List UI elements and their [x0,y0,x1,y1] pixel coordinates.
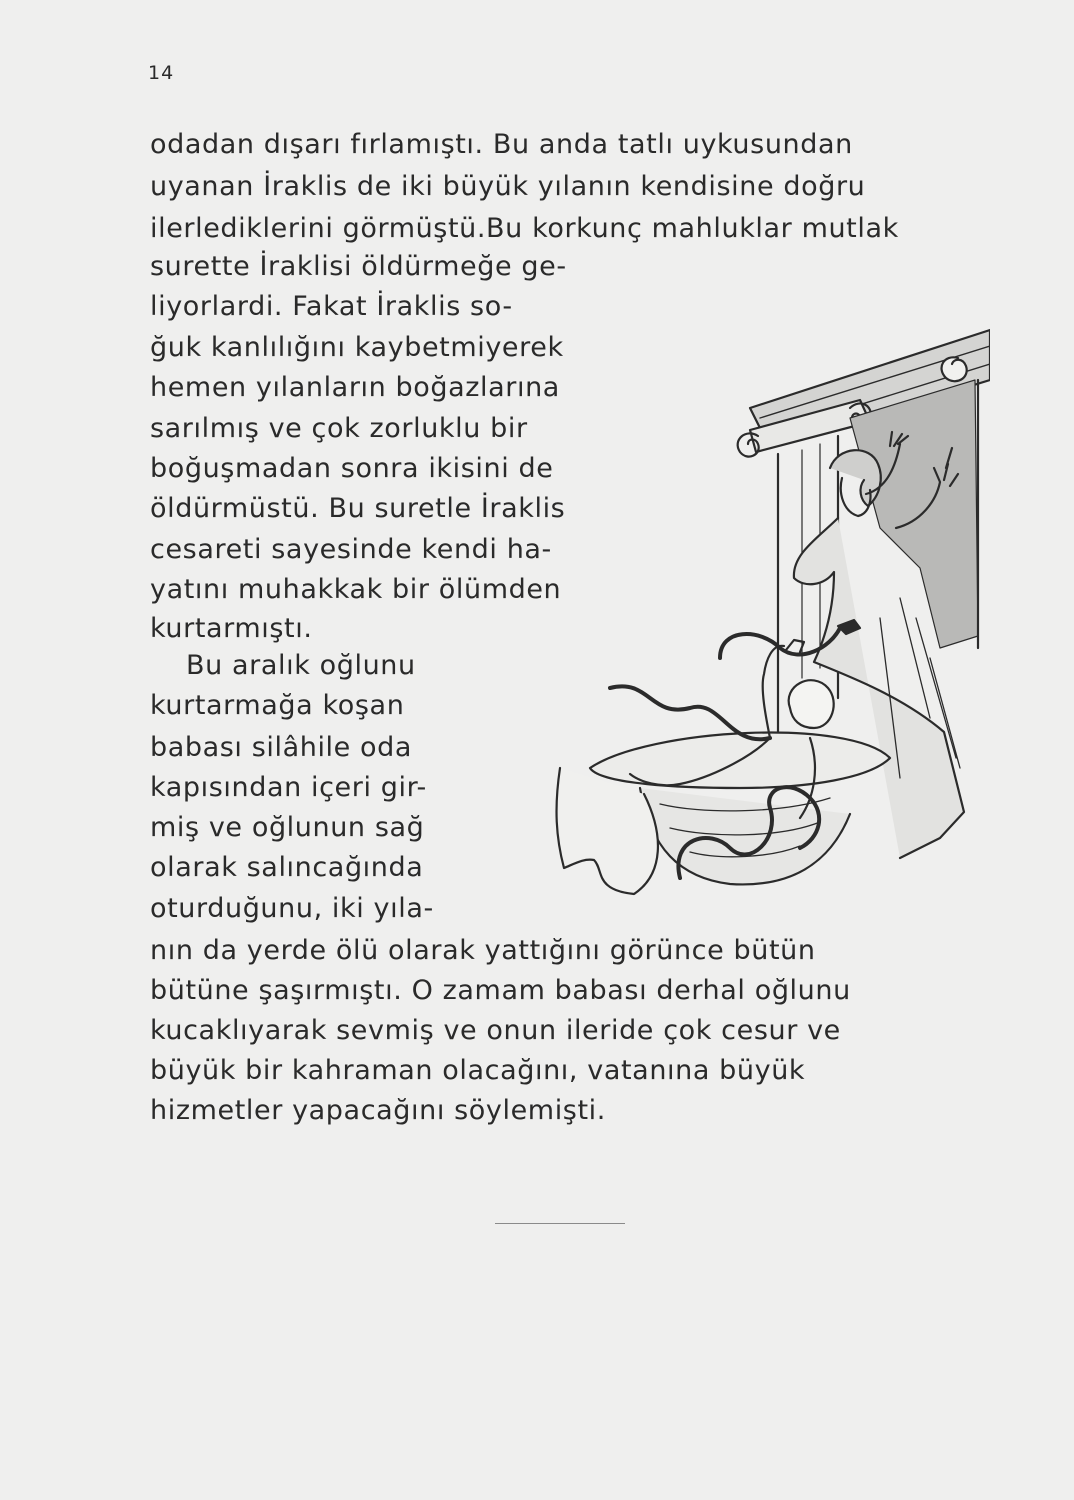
text-line-25: hizmetler yapacağını söylemişti. [150,1095,606,1126]
text-line-20: oturduğunu, iki yıla- [150,893,434,924]
text-line-22: bütüne şaşırmıştı. O zamam babası derhal oğlunu [150,975,851,1006]
text-line-13: kurtarmıştı. [150,613,313,644]
text-line-4: surette İraklisi öldürmeğe ge- [150,251,567,282]
text-line-10: öldürmüstü. Bu suretle İraklis [150,493,566,524]
page-number: 14 [148,62,175,84]
text-line-7: hemen yılanların boğazlarına [150,372,560,403]
text-line-21: nın da yerde ölü olarak yattığını görünce bütün [150,935,816,966]
text-line-3: ilerlediklerini görmüştü.Bu korkunç mahluklar mutlak [150,213,899,244]
shaded-wall [850,380,978,648]
text-line-18: miş ve oğlunun sağ [150,812,425,843]
text-line-16: babası silâhile oda [150,732,413,763]
text-line-15: kurtarmağa koşan [150,690,405,721]
text-line-12: yatını muhakkak bir ölümden [150,574,562,605]
text-line-11: cesareti sayesinde kendi ha- [150,534,552,565]
section-separator [495,1223,625,1224]
child-head [789,680,834,728]
text-line-2: uyanan İraklis de iki büyük yılanın kendisine doğru [150,171,866,202]
blanket [557,768,658,894]
child-hand [786,640,804,652]
text-line-5: liyorlardi. Fakat İraklis so- [150,291,513,322]
text-line-6: ğuk kanlılığını kaybetmiyerek [150,332,564,363]
snake-left [610,686,770,739]
text-line-24: büyük bir kahraman olacağını, vatanına büyük [150,1055,806,1086]
text-line-23: kucaklıyarak sevmiş ve onun ileride çok cesur ve [150,1015,841,1046]
text-line-17: kapısından içeri gir- [150,772,427,803]
basket-body [640,788,850,884]
text-line-14: Bu aralık oğlunu [186,650,416,681]
text-line-9: boğuşmadan sonra ikisini de [150,453,554,484]
volute-right [942,357,967,381]
illustration-heracles-snakes [520,318,990,908]
text-line-19: olarak salıncağında [150,852,424,883]
text-line-8: sarılmış ve çok zorluklu bir [150,413,528,444]
text-line-1: odadan dışarı fırlamıştı. Bu anda tatlı uykusundan [150,129,853,160]
